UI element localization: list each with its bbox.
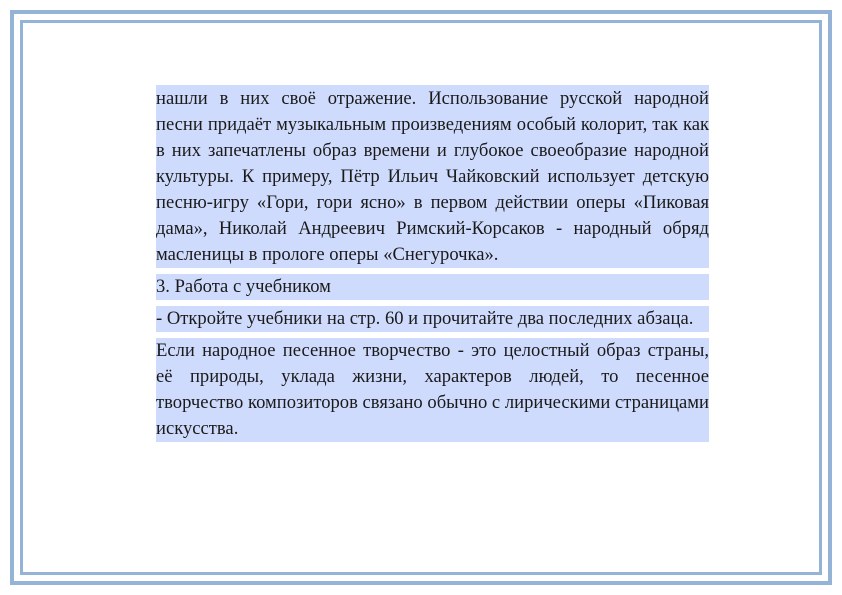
paragraph-composer-song-creativity: Если народное песенное творчество - это целостный образ страны, её природы, уклада жизни, характеров людей, то песенное творчество композиторов связано обычно с лирическими страницами искусства.: [156, 338, 709, 442]
slide-text-box: [156, 85, 709, 448]
paragraph-textbook-heading: 3. Работа с учебником: [156, 274, 709, 300]
paragraph-folk-song-influence: нашли в них своё отражение. Использование русской народной песни придаёт музыкальным произведениям особый колорит, так как в них запечатлены образ времени и глубокое своеобразие народной культуры. К примеру, Пётр Ильич Чайковский использует детскую песню-игру «Гори, гори ясно» в первом действии оперы «Пиковая дама», Николай Андреевич Римский-Корсаков - народный обряд масленицы в прологе оперы «Снегурочка».: [156, 85, 709, 268]
paragraph-textbook-instruction: - Откройте учебники на стр. 60 и прочитайте два последних абзаца.: [156, 306, 709, 332]
